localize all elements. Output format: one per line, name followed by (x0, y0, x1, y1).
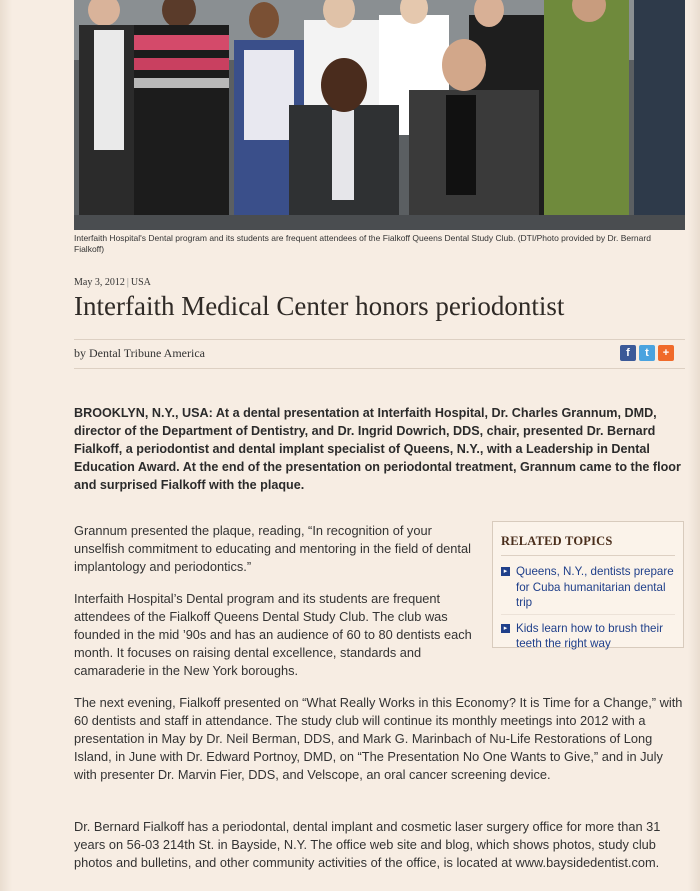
related-topic-link[interactable] (501, 564, 675, 615)
article-paragraph-3: The next evening, Fialkoff presented on “What Really Works in this Economy? It is Time for a Change,” with 60 dentists and staff in attendance. The study club will continue its monthly meetings into 2012 with a presentation in May by Dr. Neil Berman, DDS, and Mark G. Marinbach of Nu-Life Restorations of Long Island, in June with Dr. Edward Portnoy, DMD, on “The Presentation No One Wants to Give,” and in July with presenter Dr. Marvin Fier, DDS, and Velscope, an oral cancer screening device. (74, 695, 683, 782)
article-date: May 3, 2012 (74, 277, 125, 288)
share-more-icon[interactable]: + (658, 345, 674, 361)
facebook-icon[interactable]: f (620, 345, 636, 361)
related-topics-box (492, 521, 684, 648)
divider-bottom (74, 368, 685, 369)
article-lead: BROOKLYN, N.Y., USA: At a dental presentation at Interfaith Hospital, Dr. Charles Grannum, DMD, director of the Department of Dentistry, and Dr. Ingrid Dowrich, DDS, chair, presented Dr. Bernard Fialkoff, a periodontist and dental implant specialist of Queens, N.Y., with a Leadership in Dental Education Award. At the end of the presentation on periodontal treatment, Grannum came to the floor and surprised Fialkoff with the plaque. (74, 406, 681, 492)
related-topic-label[interactable]: Kids learn how to brush their teeth the right way (516, 621, 663, 650)
article-paragraph-4: Dr. Bernard Fialkoff has a periodontal, dental implant and cosmetic laser surgery office for more than 31 years on 56-03 214th St. in Bayside, N.Y. The office web site and blog, which shows photos, study club photos and bulletins, and other community activities of the office, is located at www.baysidedentist.com. (74, 819, 661, 870)
article-photo (74, 0, 685, 230)
arrow-bullet-icon: ▸ (501, 624, 510, 633)
meta-separator: | (126, 277, 129, 288)
article-byline: by Dental Tribune America (74, 346, 205, 360)
related-topic-label[interactable]: Queens, N.Y., dentists prepare for Cuba humanitarian dental trip (516, 565, 674, 609)
article-paragraph-1: Grannum presented the plaque, reading, “In recognition of your unselfish commitment to educating and mentoring in the field of dental implantology and periodontics.” (74, 523, 471, 574)
arrow-bullet-icon: ▸ (501, 567, 510, 576)
twitter-icon[interactable]: t (639, 345, 655, 361)
related-topic-link[interactable] (501, 621, 675, 655)
article-meta (74, 277, 151, 288)
article-paragraph-2: Interfaith Hospital’s Dental program and its students are frequent attendees of the Fialkoff Queens Dental Study Club. The club was founded in the mid ’90s and has an audience of 60 to 80 dentists each month. It focuses on raising dental excellence, standards and camaraderie in the New York boroughs. (74, 591, 472, 678)
page-shadow-left (0, 0, 12, 891)
share-buttons (620, 345, 674, 361)
article-title: Interfaith Medical Center honors periodontist (74, 291, 565, 321)
page-shadow-right (688, 0, 700, 891)
divider-top (74, 339, 685, 340)
photo-caption: Interfaith Hospital's Dental program and its students are frequent attendees of the Fialkoff Queens Dental Study Club. (DTI/Photo provided by Dr. Bernard Fialkoff) (74, 233, 651, 254)
article-category[interactable]: USA (130, 277, 151, 288)
related-topics-heading: RELATED TOPICS (501, 534, 675, 556)
